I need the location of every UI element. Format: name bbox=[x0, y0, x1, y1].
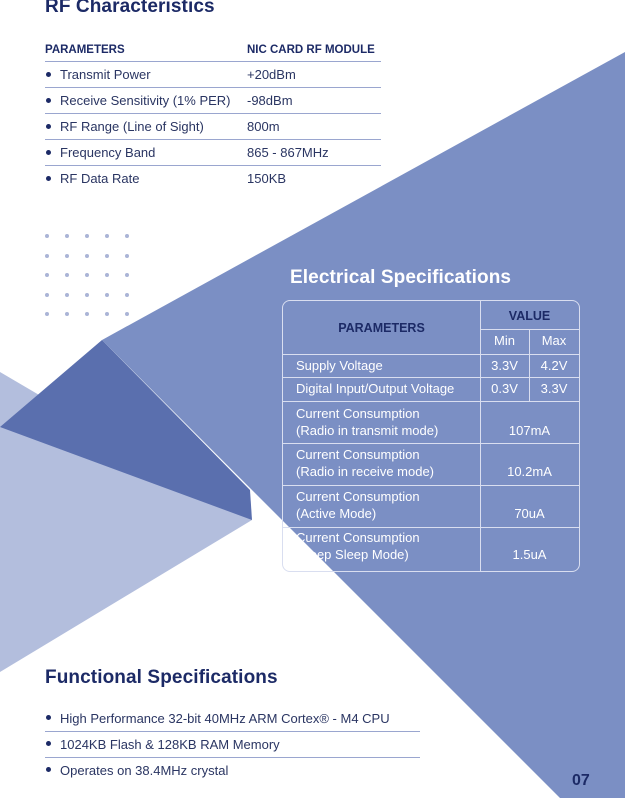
decorative-dot bbox=[65, 234, 69, 238]
rf-characteristics-title: RF Characteristics bbox=[45, 0, 215, 17]
es-header-max: Max bbox=[541, 333, 567, 348]
es-param-detail: (Radio in transmit mode) bbox=[296, 423, 439, 438]
decorative-dot bbox=[125, 234, 129, 238]
rf-param: Frequency Band bbox=[60, 145, 156, 160]
decorative-dot bbox=[65, 273, 69, 277]
table-row bbox=[45, 166, 381, 191]
rf-param: RF Range (Line of Sight) bbox=[60, 119, 204, 134]
electrical-specifications-title: Electrical Specifications bbox=[290, 267, 512, 288]
rf-table bbox=[45, 38, 381, 191]
es-param: Current Consumption bbox=[296, 447, 420, 462]
list-item-text: Operates on 38.4MHz crystal bbox=[60, 763, 229, 778]
rf-value: -98dBm bbox=[247, 93, 293, 108]
es-min: 3.3V bbox=[491, 358, 518, 373]
bullet-icon bbox=[46, 767, 51, 772]
page-number: 07 bbox=[572, 772, 590, 789]
row-divider bbox=[283, 377, 579, 378]
rf-value: 150KB bbox=[247, 171, 287, 186]
decorative-dot bbox=[65, 312, 69, 316]
rf-value: 800m bbox=[247, 119, 280, 134]
table-row bbox=[45, 62, 381, 88]
table-row bbox=[45, 114, 381, 140]
es-param: Current Consumption bbox=[296, 489, 420, 504]
decorative-dot bbox=[105, 273, 109, 277]
row-divider bbox=[283, 527, 579, 528]
decorative-dot bbox=[105, 234, 109, 238]
row-divider bbox=[283, 443, 579, 444]
decorative-dot bbox=[125, 312, 129, 316]
bullet-icon bbox=[46, 150, 51, 155]
functional-specifications-title: Functional Specifications bbox=[45, 667, 278, 688]
es-value: 70uA bbox=[514, 506, 545, 521]
decorative-dot bbox=[85, 312, 89, 316]
table-row bbox=[45, 140, 381, 166]
decorative-dot bbox=[85, 254, 89, 258]
decorative-dot bbox=[105, 254, 109, 258]
decorative-dot bbox=[45, 312, 49, 316]
electrical-table bbox=[282, 300, 580, 572]
decorative-dot bbox=[45, 234, 49, 238]
rf-param: Receive Sensitivity (1% PER) bbox=[60, 93, 231, 108]
row-divider bbox=[283, 485, 579, 486]
decorative-dot bbox=[105, 312, 109, 316]
decorative-dot bbox=[45, 273, 49, 277]
decorative-dot bbox=[125, 254, 129, 258]
rf-param: Transmit Power bbox=[60, 67, 151, 82]
es-header-value: VALUE bbox=[508, 309, 551, 323]
es-value: 1.5uA bbox=[512, 547, 547, 562]
es-value: 107mA bbox=[508, 423, 551, 438]
es-header-min: Min bbox=[494, 333, 515, 348]
es-header-parameters: PARAMETERS bbox=[338, 321, 425, 335]
list-item bbox=[45, 758, 420, 783]
decorative-dot bbox=[105, 293, 109, 297]
rf-value: 865 - 867MHz bbox=[247, 145, 329, 160]
decorative-dot bbox=[45, 293, 49, 297]
es-max: 3.3V bbox=[540, 381, 568, 396]
list-item-text: High Performance 32-bit 40MHz ARM Cortex® - M4 CPU bbox=[60, 711, 390, 726]
decorative-dot bbox=[45, 254, 49, 258]
decorative-dot bbox=[65, 254, 69, 258]
decorative-dot bbox=[85, 234, 89, 238]
rf-value: +20dBm bbox=[247, 67, 296, 82]
es-min: 0.3V bbox=[491, 381, 518, 396]
bullet-icon bbox=[46, 741, 51, 746]
decorative-dot bbox=[85, 273, 89, 277]
es-max: 4.2V bbox=[540, 358, 568, 373]
bullet-icon bbox=[46, 72, 51, 77]
decorative-dot bbox=[125, 273, 129, 277]
rf-table-header bbox=[45, 38, 381, 62]
row-divider bbox=[283, 354, 579, 355]
es-param: Digital Input/Output Voltage bbox=[296, 381, 455, 396]
bullet-icon bbox=[46, 715, 51, 720]
bullet-icon bbox=[46, 176, 51, 181]
rf-header-module: NIC CARD RF MODULE bbox=[247, 43, 375, 56]
row-divider bbox=[283, 401, 579, 402]
decorative-dot bbox=[85, 293, 89, 297]
decorative-dot bbox=[125, 293, 129, 297]
es-param: Supply Voltage bbox=[296, 358, 383, 373]
functional-list bbox=[45, 706, 420, 783]
bullet-icon bbox=[46, 124, 51, 129]
es-param-detail: (Active Mode) bbox=[296, 506, 377, 521]
es-param-detail: (Radio in receive mode) bbox=[296, 464, 435, 479]
list-item bbox=[45, 732, 420, 758]
rf-param: RF Data Rate bbox=[60, 171, 140, 186]
rf-header-parameters: PARAMETERS bbox=[45, 43, 125, 56]
table-row bbox=[45, 88, 381, 114]
decorative-dot bbox=[65, 293, 69, 297]
es-param: Current Consumption bbox=[296, 406, 420, 421]
es-param: Current Consumption bbox=[296, 530, 420, 545]
es-param-detail: (Deep Sleep Mode) bbox=[296, 547, 409, 562]
bullet-icon bbox=[46, 98, 51, 103]
list-item bbox=[45, 706, 420, 732]
list-item-text: 1024KB Flash & 128KB RAM Memory bbox=[60, 737, 280, 752]
es-value: 10.2mA bbox=[507, 464, 552, 479]
